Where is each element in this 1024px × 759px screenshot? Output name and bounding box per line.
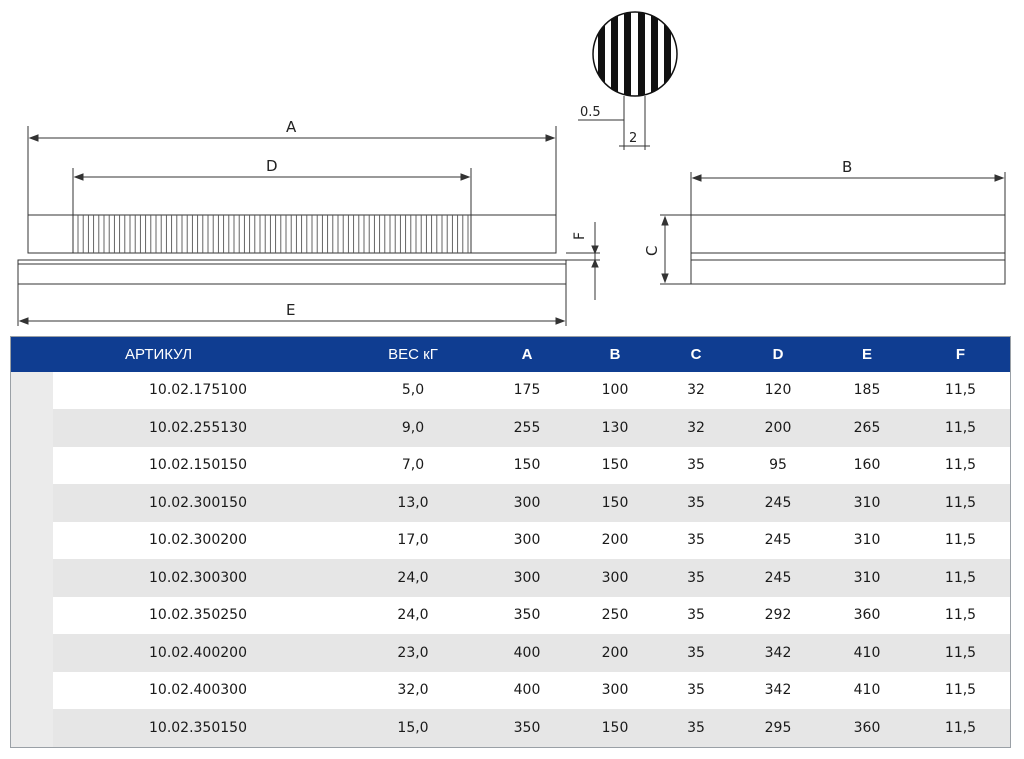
cell-c: 35: [659, 559, 733, 597]
cell-b: 150: [571, 709, 659, 747]
table-row: [11, 522, 1011, 560]
cell-a: 175: [483, 372, 571, 410]
cell-b: 150: [571, 447, 659, 485]
cell-article: 10.02.150150: [53, 447, 343, 485]
cell-f: 11,5: [911, 597, 1011, 635]
cell-e: 360: [823, 709, 911, 747]
dim-a-label: A: [286, 118, 297, 136]
cell-c: 35: [659, 597, 733, 635]
header-article: АРТИКУЛ: [125, 345, 193, 363]
dim-d-label: D: [266, 157, 278, 175]
cell-a: 150: [483, 447, 571, 485]
pole-stripes: [593, 8, 677, 100]
cell-weight: 23,0: [343, 634, 483, 672]
header-e: E: [861, 345, 872, 363]
cell-b: 100: [571, 372, 659, 410]
cell-article: 10.02.300300: [53, 559, 343, 597]
header-weight: ВЕС кГ: [388, 345, 438, 363]
row-stub: [11, 634, 54, 672]
cell-a: 300: [483, 559, 571, 597]
cell-a: 350: [483, 709, 571, 747]
spec-table: [10, 336, 1011, 748]
cell-article: 10.02.350250: [53, 597, 343, 635]
table-row: [11, 372, 1011, 410]
cell-weight: 24,0: [343, 559, 483, 597]
table-row: [11, 597, 1011, 635]
table-body: [11, 372, 1011, 748]
cell-d: 342: [733, 672, 823, 710]
cell-weight: 9,0: [343, 409, 483, 447]
cell-weight: 7,0: [343, 447, 483, 485]
cell-c: 35: [659, 672, 733, 710]
cell-b: 130: [571, 409, 659, 447]
cell-d: 245: [733, 484, 823, 522]
table-row: [11, 672, 1011, 710]
cell-article: 10.02.400200: [53, 634, 343, 672]
cell-f: 11,5: [911, 447, 1011, 485]
table-row: [11, 409, 1011, 447]
cell-e: 310: [823, 522, 911, 560]
row-stub: [11, 484, 54, 522]
cell-f: 11,5: [911, 672, 1011, 710]
cell-c: 35: [659, 522, 733, 560]
front-view: [18, 126, 600, 326]
cell-f: 11,5: [911, 522, 1011, 560]
table-row: [11, 484, 1011, 522]
cell-article: 10.02.255130: [53, 409, 343, 447]
header-a: A: [521, 345, 533, 363]
cell-a: 400: [483, 634, 571, 672]
cell-d: 200: [733, 409, 823, 447]
cell-c: 35: [659, 634, 733, 672]
row-stub: [11, 597, 54, 635]
cell-c: 32: [659, 409, 733, 447]
row-stub: [11, 672, 54, 710]
cell-f: 11,5: [911, 484, 1011, 522]
cell-article: 10.02.350150: [53, 709, 343, 747]
cell-e: 410: [823, 634, 911, 672]
table-row: [11, 559, 1011, 597]
cell-article: 10.02.175100: [53, 372, 343, 410]
cell-a: 400: [483, 672, 571, 710]
table-header-row: [11, 337, 1011, 372]
cell-c: 35: [659, 709, 733, 747]
technical-drawing: [0, 0, 1024, 336]
cell-b: 250: [571, 597, 659, 635]
dim-f-label: F: [572, 231, 588, 240]
row-stub: [11, 372, 54, 410]
cell-b: 300: [571, 672, 659, 710]
cell-b: 150: [571, 484, 659, 522]
dim-b-label: B: [842, 158, 853, 176]
header-f: F: [955, 345, 966, 363]
row-stub: [11, 447, 54, 485]
cell-weight: 32,0: [343, 672, 483, 710]
cell-f: 11,5: [911, 634, 1011, 672]
cell-e: 160: [823, 447, 911, 485]
cell-b: 200: [571, 522, 659, 560]
cell-article: 10.02.400300: [53, 672, 343, 710]
cell-weight: 17,0: [343, 522, 483, 560]
cell-d: 245: [733, 559, 823, 597]
cell-c: 35: [659, 447, 733, 485]
cell-d: 342: [733, 634, 823, 672]
side-view: [660, 172, 1005, 284]
header-c: C: [690, 345, 702, 363]
cell-f: 11,5: [911, 409, 1011, 447]
cell-a: 300: [483, 484, 571, 522]
gap-label: 0.5: [580, 105, 601, 120]
cell-article: 10.02.300200: [53, 522, 343, 560]
cell-a: 350: [483, 597, 571, 635]
cell-a: 300: [483, 522, 571, 560]
table-row: [11, 709, 1011, 747]
cell-d: 95: [733, 447, 823, 485]
header-b: B: [609, 345, 621, 363]
cell-e: 265: [823, 409, 911, 447]
cell-article: 10.02.300150: [53, 484, 343, 522]
cell-weight: 15,0: [343, 709, 483, 747]
cell-weight: 13,0: [343, 484, 483, 522]
row-stub: [11, 409, 54, 447]
cell-weight: 5,0: [343, 372, 483, 410]
table-row: [11, 447, 1011, 485]
cell-d: 120: [733, 372, 823, 410]
header-stub: [11, 337, 54, 372]
cell-f: 11,5: [911, 372, 1011, 410]
cell-a: 255: [483, 409, 571, 447]
cell-f: 11,5: [911, 709, 1011, 747]
cell-weight: 24,0: [343, 597, 483, 635]
cell-c: 35: [659, 484, 733, 522]
cell-e: 310: [823, 484, 911, 522]
row-stub: [11, 559, 54, 597]
cell-e: 410: [823, 672, 911, 710]
pole-lines: [78, 215, 468, 253]
cell-d: 245: [733, 522, 823, 560]
cell-b: 300: [571, 559, 659, 597]
dim-e-label: E: [286, 301, 296, 319]
cell-e: 360: [823, 597, 911, 635]
cell-e: 310: [823, 559, 911, 597]
row-stub: [11, 709, 54, 747]
cell-f: 11,5: [911, 559, 1011, 597]
table-row: [11, 634, 1011, 672]
pitch-label: 2: [629, 131, 638, 146]
cell-d: 295: [733, 709, 823, 747]
pole-detail: [578, 8, 677, 150]
dim-c-label: C: [643, 245, 661, 256]
row-stub: [11, 522, 54, 560]
cell-b: 200: [571, 634, 659, 672]
cell-e: 185: [823, 372, 911, 410]
header-d: D: [772, 345, 784, 363]
cell-d: 292: [733, 597, 823, 635]
cell-c: 32: [659, 372, 733, 410]
